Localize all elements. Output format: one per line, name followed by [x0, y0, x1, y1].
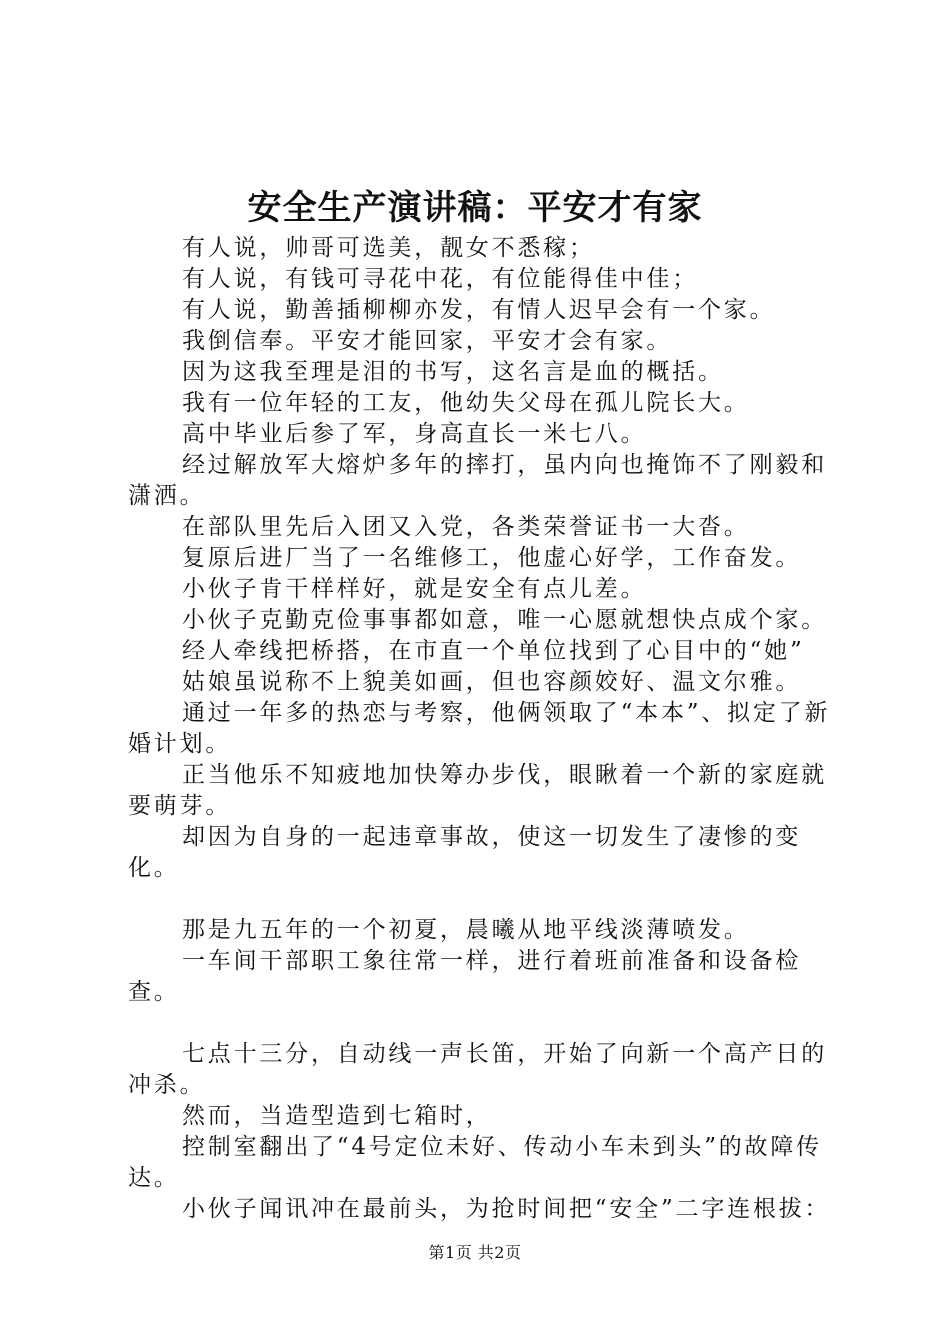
- blank-line: [128, 884, 846, 915]
- paragraph: 经人牵线把桥搭，在市直一个单位找到了心目中的“她”: [182, 638, 805, 664]
- paragraph: 高中毕业后参了军，身高直长一米七八。: [182, 421, 647, 447]
- page-footer: 第1页 共2页: [428, 1243, 522, 1262]
- paragraph: 我有一位年轻的工友，他幼失父母在孤儿院长大。: [182, 390, 750, 416]
- paragraph: 那是九五年的一个初夏，晨曦从地平线淡薄喷发。: [182, 917, 750, 943]
- paragraph: 有人说，帅哥可选美，靓女不悉稼；: [182, 235, 595, 261]
- paragraph: 小伙子肯干样样好，就是安全有点儿差。: [182, 576, 647, 602]
- document-title: 安全生产演讲稿：平安才有家: [247, 188, 703, 228]
- paragraph: 通过一年多的热恋与考察，他俩领取了“本本”、拟定了新婚计划。: [128, 700, 831, 757]
- paragraph: 小伙子闻讯冲在最前头，为抢时间把“安全”二字连根拔：: [182, 1196, 831, 1222]
- paragraph: 七点十三分，自动线一声长笛，开始了向新一个高产日的冲杀。: [128, 1041, 827, 1098]
- paragraph: 小伙子克勤克俭事事都如意，唯一心愿就想快点成个家。: [182, 607, 827, 633]
- document-body: [128, 233, 846, 1225]
- paragraph: 经过解放军大熔炉多年的摔打，虽内向也掩饰不了刚毅和潇洒。: [128, 452, 827, 509]
- paragraph: 在部队里先后入团又入党，各类荣誉证书一大沓。: [182, 514, 750, 540]
- paragraph: 我倒信奉。平安才能回家，平安才会有家。: [182, 328, 673, 354]
- paragraph: 控制室翻出了“4号定位未好、传动小车未到头”的故障传达。: [128, 1134, 822, 1191]
- paragraph: 有人说，有钱可寻花中花，有位能得佳中佳；: [182, 266, 698, 292]
- paragraph: 一车间干部职工象往常一样，进行着班前准备和设备检查。: [128, 948, 802, 1005]
- paragraph: 因为这我至理是泪的书写，这名言是血的概括。: [182, 359, 724, 385]
- paragraph: 复原后进厂当了一名维修工，他虚心好学，工作奋发。: [182, 545, 802, 571]
- paragraph: 有人说，勤善插柳柳亦发，有情人迟早会有一个家。: [182, 297, 776, 323]
- paragraph: 正当他乐不知疲地加快筹办步伐，眼瞅着一个新的家庭就要萌芽。: [128, 762, 827, 819]
- paragraph: 却因为自身的一起违章事故，使这一切发生了凄惨的变化。: [128, 824, 802, 881]
- paragraph: 姑娘虽说称不上貌美如画，但也容颜姣好、温文尔雅。: [182, 669, 802, 695]
- paragraph: 然而，当造型造到七箱时，: [182, 1103, 492, 1129]
- blank-line: [128, 1008, 846, 1039]
